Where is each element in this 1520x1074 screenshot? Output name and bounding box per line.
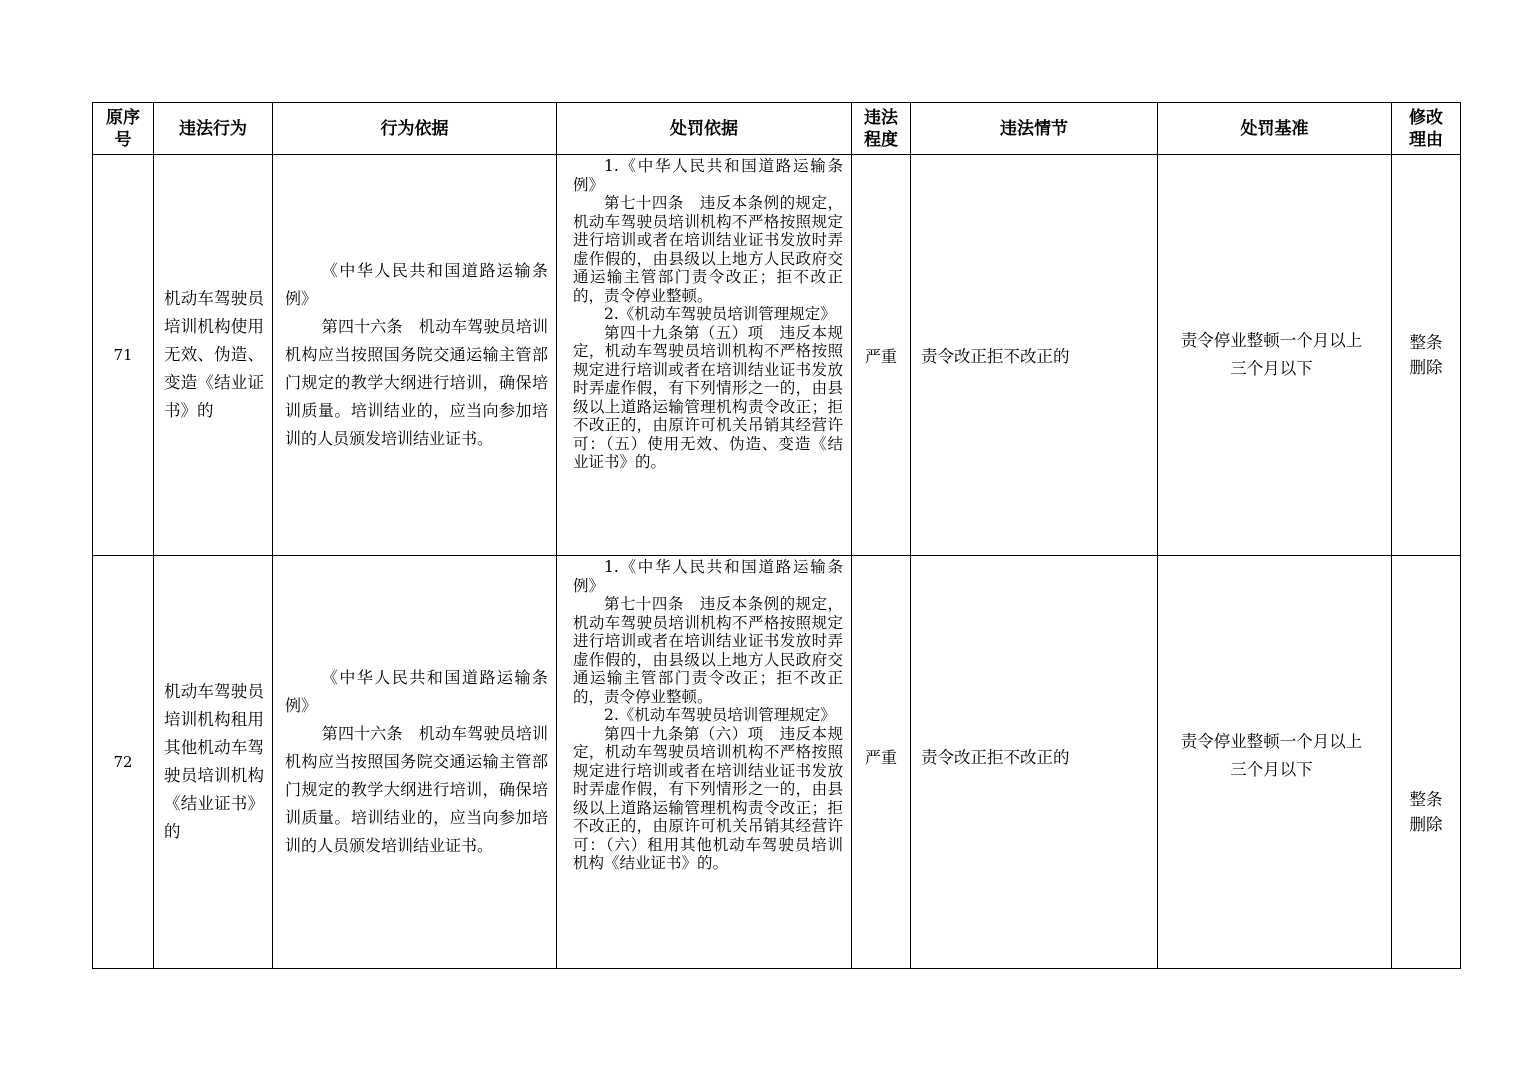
penalty-basis [557, 556, 852, 969]
penalty-basis [557, 155, 852, 556]
act-basis [273, 556, 557, 969]
header-act: 违法行为 [154, 103, 273, 155]
penalty-standard [1158, 556, 1392, 969]
table-header-row [93, 103, 1461, 155]
act-basis-title: 《中华人民共和国道路运输条例》 [285, 668, 548, 715]
penalty-standard [1158, 155, 1392, 556]
act-basis [273, 155, 557, 556]
violation-plot: 责令改正拒不改正的 [911, 155, 1158, 556]
modification-reason-text: 整条删除 [1409, 333, 1443, 377]
header-no: 原序号 [93, 103, 154, 155]
penalty-standard-text: 责令停业整顿一个月以上三个月以下 [1180, 331, 1363, 378]
penalty-basis-2-title: 2.《机动车驾驶员培训管理规定》 [604, 706, 836, 724]
penalty-standard-table [92, 102, 1461, 969]
penalty-basis-2-text: 第四十九条第（六）项 违反本规定，机动车驾驶员培训机构不严格按照规定进行培训或者在培训结业证书发放时弄虚作假，有下列情形之一的，由县级以上道路运输管理机构责令改正；拒不改正的，由原许可机关吊销其经营许可：（六）租用其他机动车驾驶员培训机构《结业证书》的。 [573, 724, 843, 872]
violation-plot [911, 556, 1158, 969]
violation-degree-text: 严重 [864, 747, 897, 767]
penalty-basis-2-text: 第四十九条第（五）项 违反本规定，机动车驾驶员培训机构不严格按照规定进行培训或者在培训结业证书发放时弄虚作假，有下列情形之一的，由县级以上道路运输管理机构责令改正；拒不改正的，由原许可机关吊销其经营许可：（五）使用无效、伪造、变造《结业证书》的。 [573, 323, 843, 471]
violation-act: 机动车驾驶员培训机构使用无效、伪造、变造《结业证书》的 [154, 155, 273, 556]
header-standard: 处罚基准 [1158, 103, 1392, 155]
violation-plot-text: 责令改正拒不改正的 [921, 748, 1070, 767]
header-plot: 违法情节 [911, 103, 1158, 155]
table-row [93, 155, 1461, 556]
violation-degree: 严重 [852, 155, 911, 556]
modification-reason-text: 整条删除 [1409, 790, 1443, 834]
violation-degree [852, 556, 911, 969]
header-degree: 违法程度 [852, 103, 911, 155]
row-number: 72 [93, 556, 154, 969]
table-row [93, 556, 1461, 969]
penalty-basis-2-title: 2.《机动车驾驶员培训管理规定》 [604, 305, 836, 323]
penalty-basis-1-text: 第七十四条 违反本条例的规定，机动车驾驶员培训机构不严格按照规定进行培训或者在培训结业证书发放时弄虚作假的，由县级以上地方人民政府交通运输主管部门责令改正；拒不改正的，责令停业整顿。 [573, 595, 843, 706]
act-basis-text: 第四十六条 机动车驾驶员培训机构应当按照国务院交通运输主管部门规定的教学大纲进行培训，确保培训质量。培训结业的，应当向参加培训的人员颁发培训结业证书。 [285, 724, 548, 855]
penalty-basis-1-text: 第七十四条 违反本条例的规定，机动车驾驶员培训机构不严格按照规定进行培训或者在培训结业证书发放时弄虚作假的，由县级以上地方人民政府交通运输主管部门责令改正；拒不改正的，责令停业整顿。 [573, 194, 843, 305]
act-basis-text: 第四十六条 机动车驾驶员培训机构应当按照国务院交通运输主管部门规定的教学大纲进行培训，确保培训质量。培训结业的，应当向参加培训的人员颁发培训结业证书。 [285, 317, 548, 448]
penalty-basis-1-title: 1.《中华人民共和国道路运输条例》 [573, 558, 843, 595]
violation-act: 机动车驾驶员培训机构租用其他机动车驾驶员培训机构《结业证书》的 [154, 556, 273, 969]
modification-reason [1392, 556, 1461, 969]
header-reason: 修改理由 [1392, 103, 1461, 155]
header-penalty-basis: 处罚依据 [557, 103, 852, 155]
act-basis-title: 《中华人民共和国道路运输条例》 [285, 261, 548, 308]
penalty-basis-1-title: 1.《中华人民共和国道路运输条例》 [573, 157, 843, 194]
row-number: 71 [93, 155, 154, 556]
header-act-basis: 行为依据 [273, 103, 557, 155]
penalty-standard-text: 责令停业整顿一个月以上三个月以下 [1180, 732, 1363, 779]
modification-reason [1392, 155, 1461, 556]
